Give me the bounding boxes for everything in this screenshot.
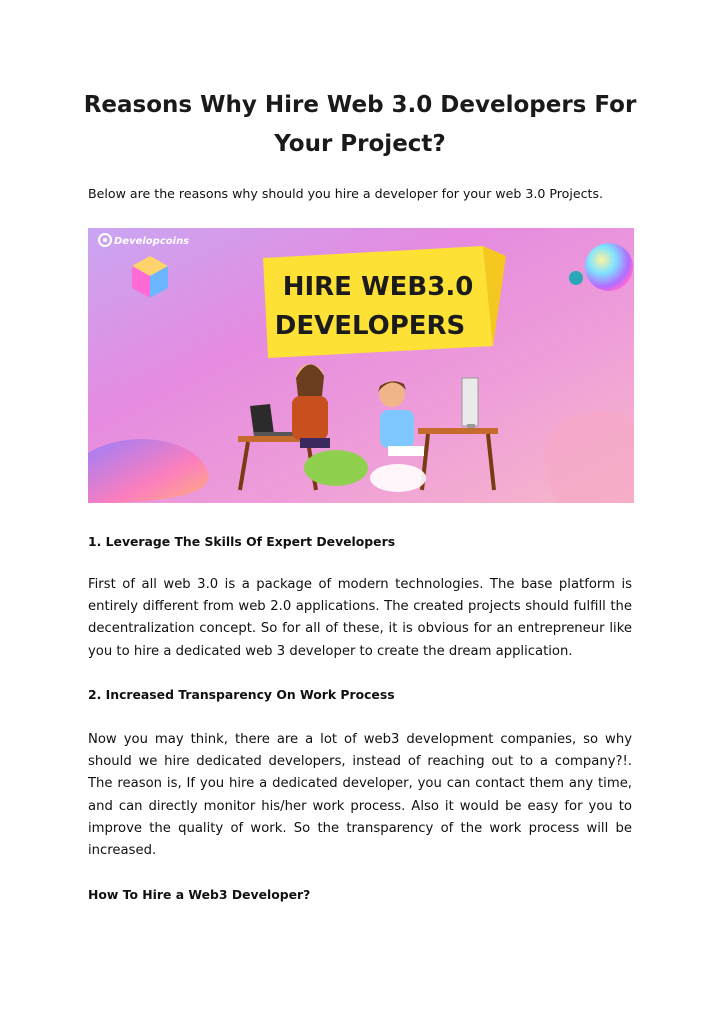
section-1-body: First of all web 3.0 is a package of modern technologies. The base platform is entirely different from web 2.0 applications. The created projects should fulfill the decentralization concept. So for all of these, it is obvious for an entrepreneur like you to hire a dedicated web 3 developer to create the dream application. [88, 577, 632, 659]
section-1-heading: 1. Leverage The Skills Of Expert Developers [88, 534, 396, 549]
headline-line-2: DEVELOPERS [274, 311, 466, 341]
hero-banner [88, 228, 634, 503]
section-2-body: Now you may think, there are a lot of web3 development companies, so why should we hire dedicated developers, instead of reaching out to a company?!. The reason is, If you hire a dedicated developer, you can contact them any time, and can directly monitor his/her work process. Also it would be easy for you to improve the quality of work. So the transparency of the work process will be increased. [88, 732, 632, 859]
banner-illustration [88, 228, 634, 503]
headline-line-1: HIRE WEB3.0 [282, 272, 474, 302]
section-2-heading: 2. Increased Transparency On Work Process [88, 687, 395, 702]
section-3-heading: How To Hire a Web3 Developer? [88, 887, 311, 902]
brand-name: Developcoins [114, 236, 190, 247]
intro-text: Below are the reasons why should you hire a developer for your web 3.0 Projects. [88, 186, 604, 201]
headline-box [263, 246, 493, 358]
page-title: Reasons Why Hire Web 3.0 Developers For Your Project? [83, 92, 637, 157]
